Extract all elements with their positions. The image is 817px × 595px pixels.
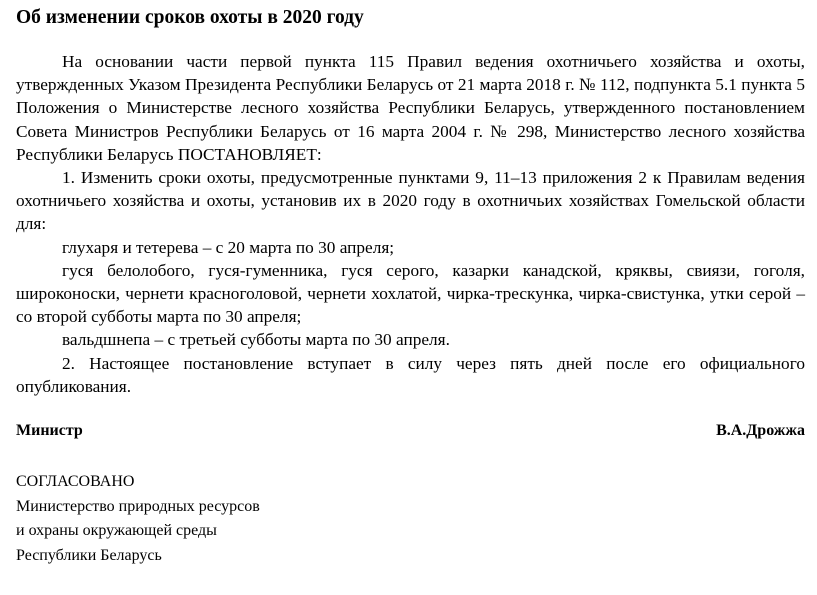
agreement-line: и охраны окружающей среды <box>16 522 217 540</box>
signature-block <box>16 420 805 442</box>
species-waterfowl-paragraph: гуся белолобого, гуся-гуменника, гуся серого, казарки канадской, кряквы, свиязи, гоголя, широконоски, чернети красноголовой, чернети хохлатой, чирка-трескунка, чирка-свистунка, утки серой – со второй субботы марта по 30 апреля; <box>16 260 805 327</box>
species-grouse-paragraph: глухаря и тетерева – с 20 марта по 30 апреля; <box>62 237 395 257</box>
agreement-line: Республики Беларусь <box>16 546 162 564</box>
agreement-line: Министерство природных ресурсов <box>16 497 260 515</box>
signature-position: Министр <box>16 422 83 440</box>
document-body <box>16 50 805 398</box>
agreement-block <box>16 470 805 568</box>
preamble-paragraph <box>16 50 805 166</box>
item-2-paragraph: 2. Настоящее постановление вступает в силу через пять дней после его официального опубликования. <box>16 353 805 396</box>
item-1-paragraph: 1. Изменить сроки охоты, предусмотренные пунктами 9, 11–13 приложения 2 к Правилам ведения охотничьего хозяйства и охоты, установив их в 2020 году в охотничьих хозяйствах Гомельской области для: <box>16 168 805 234</box>
species-woodcock-paragraph: вальдшнепа – с третьей субботы марта по 30 апреля. <box>62 330 450 350</box>
agreement-heading: СОГЛАСОВАНО <box>16 473 135 491</box>
signature-name: В.А.Дрожжа <box>716 422 805 440</box>
decree-word: ПОСТАНОВЛЯЕТ: <box>177 144 322 164</box>
document-title: Об изменении сроков охоты в 2020 году <box>16 7 364 28</box>
preamble-text: На основании части первой пункта 115 Правил ведения охотничьего хозяйства и охоты, утвержденных Указом Президента Республики Беларусь от 21 марта 2018 г. № 112, подпункта 5.1 пункта 5 Положения о Министерстве лесного хозяйства Республики Беларусь, утвержденного постановлением Совета Министров Республики Беларусь от 16 марта 2004 г. № 298, Министерство лесного хозяйства Республики Беларусь <box>16 52 805 164</box>
